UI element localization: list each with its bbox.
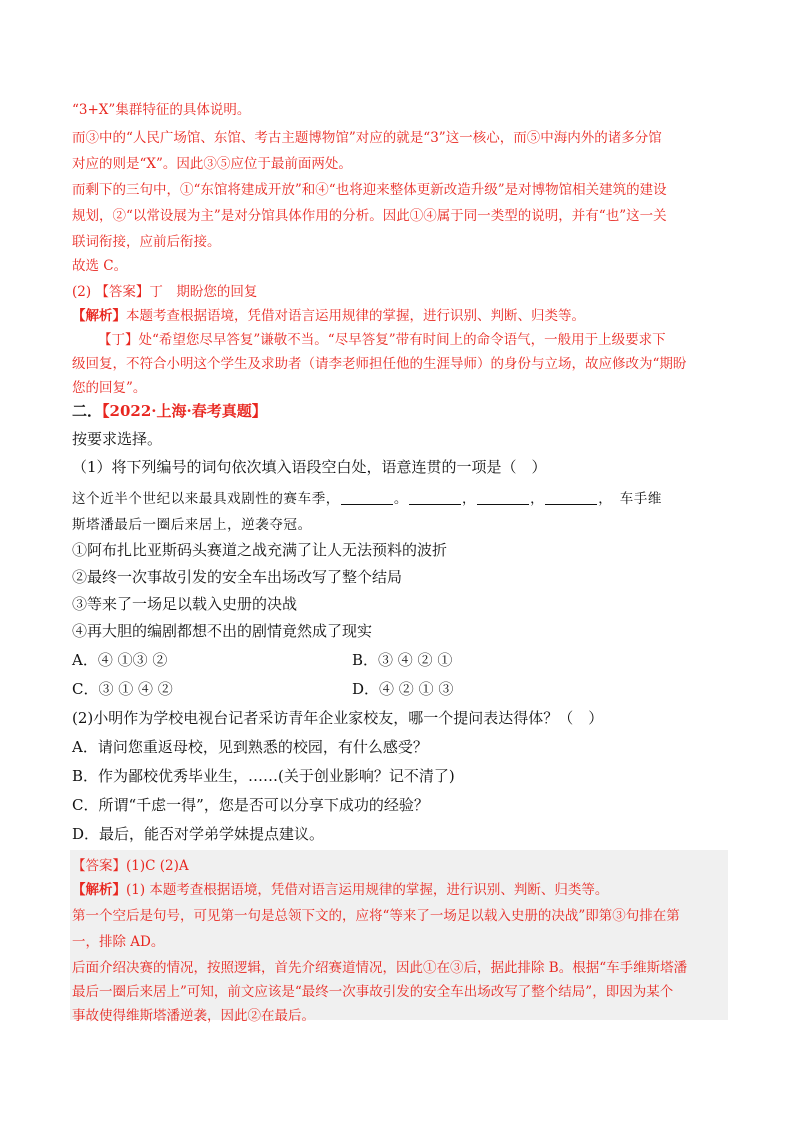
- answer-line: [72, 854, 189, 874]
- section-heading: [72, 400, 267, 421]
- blank-1: [341, 503, 393, 505]
- q2-answer-line: [72, 280, 257, 300]
- passage-text: 这个近半个世纪以来最具戏剧性的赛车季，: [72, 491, 340, 507]
- q1-stem: （1）将下列编号的词句依次填入语段空白处，语意连贯的一项是（ ）: [72, 458, 547, 476]
- answer-label: (2) 【答案】: [72, 284, 150, 300]
- list-item: ①阿布扎比亚斯码头赛道之战充满了让人无法预料的波折: [72, 541, 448, 559]
- analysis-line: 而③中的“人民广场馆、东馆、考古主题博物馆”对应的就是“3”这一核心，而⑤中海内外的诸多分馆: [72, 130, 662, 146]
- option-b: B．③ ④ ② ①: [352, 651, 453, 669]
- analysis-text: 本题考查根据语境，凭借对语言运用规律的掌握，进行识别、判断、归类等。: [126, 308, 585, 324]
- passage-punct: 。: [393, 491, 409, 507]
- analysis-text: (1) 本题考查根据语境，凭借对语言运用规律的掌握，进行识别、判断、归类等。: [126, 882, 609, 898]
- passage-punct: ，: [598, 491, 606, 507]
- analysis-line: 而剩下的三句中，①“东馆将建成开放”和④“也将迎来整体更新改造升级”是对博物馆相关建筑的建设: [72, 182, 667, 198]
- analysis-label: 【解析】: [72, 882, 126, 898]
- analysis-line: 一，排除 AD。: [72, 934, 165, 950]
- answer-label: 【答案】: [72, 858, 126, 874]
- answer-value: 丁 期盼您的回复: [149, 284, 258, 300]
- option-d: D．④ ② ① ③: [352, 680, 454, 698]
- list-item: ④再大胆的编剧都想不出的剧情竟然成了现实: [72, 622, 373, 640]
- q2-option: A．请问您重返母校，见到熟悉的校园，有什么感受？: [72, 738, 428, 756]
- analysis-line: 第一个空后是句号，可见第一句是总领下文的，应将“等来了一场足以载入史册的决战”即第③句排在第: [72, 908, 680, 924]
- passage-text: 车手维: [619, 491, 663, 507]
- answer-value: (1)C (2)A: [126, 858, 189, 874]
- analysis-line: 规划，②“以常设展为主”是对分馆具体作用的分析。因此①④属于同一类型的说明，并有“也”这一关: [72, 208, 667, 224]
- list-item: ②最终一次事故引发的安全车出场改写了整个结局: [72, 568, 403, 586]
- analysis-line: [72, 878, 608, 898]
- analysis-detail-line: 【丁】处“希望您尽早答复”谦敬不当。“尽早答复”带有时间上的命令语气，一般用于上级要求下: [98, 332, 666, 348]
- blank-4: [545, 503, 597, 505]
- blank-2: [409, 503, 461, 505]
- list-item: ③等来了一场足以载入史册的决战: [72, 595, 298, 613]
- passage-punct: ，: [530, 491, 545, 507]
- q2-option: C．所谓“千虑一得”，您是否可以分享下成功的经验？: [72, 796, 429, 814]
- passage-punct: ，: [462, 491, 477, 507]
- conclusion-line: 故选 C。: [72, 258, 128, 274]
- analysis-line: 事故使得维斯塔潘逆袭，因此②在最后。: [72, 1008, 315, 1024]
- analysis-line: 后面介绍决赛的情况，按照逻辑，首先介绍赛道情况，因此①在③后，据此排除 B。根据“车手维斯塔潘: [72, 960, 688, 976]
- instruction: 按要求选择。: [72, 430, 163, 448]
- passage-line: 斯塔潘最后一圈后来居上，逆袭夺冠。: [72, 517, 312, 533]
- blank-3: [477, 503, 529, 505]
- analysis-line: 对应的则是“X”。因此③⑤应位于最前面两处。: [72, 156, 352, 172]
- section-title: 【2022·上海·春考真题】: [102, 402, 267, 420]
- section-number: 二．: [72, 402, 103, 420]
- q2-option: D．最后，能否对学弟学妹提点建议。: [72, 825, 325, 843]
- option-c: C．③ ① ④ ②: [72, 680, 173, 698]
- q2-stem: (2)小明作为学校电视台记者采访青年企业家校友，哪一个提问表达得体？（ ）: [72, 709, 604, 727]
- q2-analysis-line: [72, 304, 585, 324]
- analysis-detail-line: 级回复，不符合小明这个学生及求助者（请李老师担任他的生涯导师）的身份与立场，故应修改为“期盼: [72, 356, 687, 372]
- analysis-line: 最后一圈后来居上”可知，前文应该是“最终一次事故引发的安全车出场改写了整个结局”，即因为某个: [72, 984, 674, 1000]
- passage-line: [72, 487, 662, 507]
- analysis-line: 联词衔接，应前后衔接。: [72, 234, 221, 250]
- analysis-label: 【解析】: [72, 308, 126, 324]
- option-a: A．④ ①③ ②: [72, 651, 168, 669]
- analysis-line: “3+X”集群特征的具体说明。: [72, 102, 251, 118]
- analysis-detail-line: 您的回复”。: [72, 380, 147, 396]
- q2-option: B．作为鄙校优秀毕业生，……(关于创业影响？记不清了): [72, 767, 455, 785]
